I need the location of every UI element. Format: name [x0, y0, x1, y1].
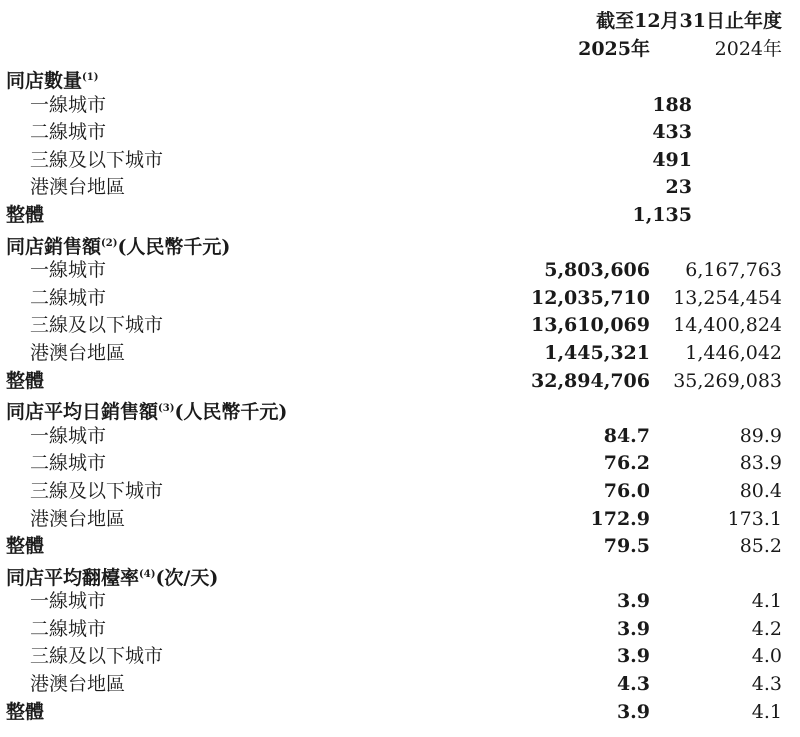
value-2024: 4.2	[751, 617, 782, 640]
row-label: 整體	[6, 535, 45, 558]
table-row	[0, 257, 800, 285]
value-2024: 4.0	[751, 645, 782, 668]
table-row	[0, 506, 800, 534]
same-store-table	[0, 64, 800, 726]
section-title-text: 同店平均日銷售額	[6, 401, 159, 424]
section-header	[0, 561, 800, 589]
table-row	[0, 478, 800, 506]
value-2025: 76.0	[603, 479, 650, 502]
value-2025: 172.9	[590, 507, 650, 530]
section-title-text: 同店銷售額	[6, 235, 102, 258]
table-row	[0, 147, 800, 175]
row-label: 整體	[6, 700, 45, 723]
value-2024: 4.1	[751, 700, 782, 723]
value-2024: 6,167,763	[685, 259, 782, 282]
row-label: 整體	[6, 203, 45, 226]
table-row	[0, 312, 800, 340]
footnote-marker: (1)	[82, 72, 99, 83]
table-row	[0, 450, 800, 478]
value-2025: 491	[652, 148, 692, 171]
total-row	[0, 368, 800, 396]
value-2025: 3.9	[616, 617, 650, 640]
value-2025: 13,610,069	[531, 314, 650, 337]
value-2025: 32,894,706	[531, 369, 650, 392]
section-header	[0, 395, 800, 423]
value-2025: 3.9	[616, 590, 650, 613]
value-2024: 4.3	[751, 673, 782, 696]
value-2024: 13,254,454	[673, 286, 782, 309]
value-2025: 1,135	[632, 203, 692, 226]
row-label: 三線及以下城市	[30, 148, 164, 171]
value-2025: 1,445,321	[544, 341, 650, 364]
section-unit: (次/天)	[155, 566, 219, 589]
row-label: 一線城市	[30, 590, 107, 613]
footnote-marker: (2)	[101, 237, 118, 249]
row-label: 三線及以下城市	[30, 314, 164, 337]
row-label: 港澳台地區	[30, 176, 126, 199]
section-unit: (人民幣千元)	[174, 401, 288, 424]
column-header-period: 截至12月31日止年度	[596, 10, 782, 32]
value-2025: 12,035,710	[531, 286, 650, 309]
section-title-text: 同店平均翻檯率	[6, 566, 140, 589]
column-header-2025: 2025年	[578, 38, 650, 60]
value-2025: 79.5	[603, 535, 650, 558]
section-title-text: 同店數量	[6, 70, 83, 92]
footnote-marker: (3)	[158, 403, 175, 415]
value-2024: 1,446,042	[685, 341, 782, 364]
row-label: 整體	[6, 369, 45, 392]
value-2025: 3.9	[616, 645, 650, 668]
value-2025: 433	[652, 121, 692, 144]
row-label: 港澳台地區	[30, 507, 126, 530]
value-2025: 84.7	[603, 424, 650, 447]
row-label: 三線及以下城市	[30, 479, 164, 502]
row-label: 二線城市	[30, 617, 107, 640]
section-title	[6, 561, 218, 589]
row-label: 一線城市	[30, 259, 107, 282]
row-label: 三線及以下城市	[30, 645, 164, 668]
value-2025: 76.2	[603, 452, 650, 475]
table-row	[0, 285, 800, 313]
table-row	[0, 174, 800, 202]
row-label: 二線城市	[30, 286, 107, 309]
table-row	[0, 643, 800, 671]
total-row	[0, 699, 800, 727]
value-2024: 85.2	[739, 535, 782, 558]
table-row	[0, 671, 800, 699]
table-row	[0, 92, 800, 120]
section-title	[6, 230, 230, 258]
value-2025: 23	[665, 176, 692, 199]
value-2025: 188	[652, 93, 692, 116]
value-2024: 4.1	[751, 590, 782, 613]
row-label: 港澳台地區	[30, 341, 126, 364]
value-2025: 3.9	[616, 700, 650, 723]
section-header	[0, 230, 800, 258]
value-2024: 35,269,083	[673, 369, 782, 392]
section-header	[0, 64, 800, 92]
table-row	[0, 119, 800, 147]
row-label: 一線城市	[30, 424, 107, 447]
value-2024: 83.9	[739, 452, 782, 475]
table-row	[0, 340, 800, 368]
footnote-marker: (4)	[139, 568, 156, 580]
table-row	[0, 423, 800, 451]
value-2025: 5,803,606	[544, 259, 650, 282]
row-label: 港澳台地區	[30, 673, 126, 696]
total-row	[0, 533, 800, 561]
section-title	[6, 64, 98, 92]
column-header-2024: 2024年	[714, 38, 782, 60]
table-row	[0, 616, 800, 644]
section-title	[6, 395, 287, 423]
row-label: 一線城市	[30, 93, 107, 116]
value-2024: 14,400,824	[673, 314, 782, 337]
section-unit: (人民幣千元)	[117, 235, 231, 258]
value-2025: 4.3	[616, 673, 650, 696]
value-2024: 89.9	[739, 424, 782, 447]
row-label: 二線城市	[30, 452, 107, 475]
value-2024: 173.1	[727, 507, 782, 530]
table-row	[0, 588, 800, 616]
row-label: 二線城市	[30, 121, 107, 144]
value-2024: 80.4	[739, 479, 782, 502]
total-row	[0, 202, 800, 230]
